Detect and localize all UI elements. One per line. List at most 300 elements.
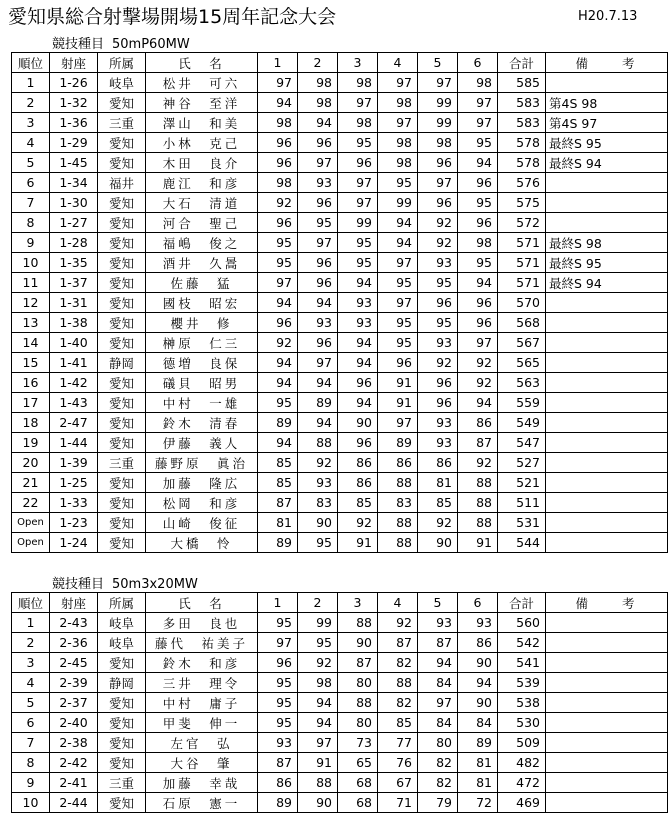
lane-cell: 1-28	[50, 233, 98, 253]
series-4-cell: 86	[378, 453, 418, 473]
rank-cell: 2	[12, 633, 50, 653]
lane-cell: 1-33	[50, 493, 98, 513]
remarks-cell	[546, 433, 668, 453]
series-5-cell: 96	[418, 193, 458, 213]
series-1-cell: 94	[258, 433, 298, 453]
series-4-cell: 83	[378, 493, 418, 513]
table-row	[12, 513, 668, 533]
series-5-cell: 84	[418, 713, 458, 733]
series-3-cell: 93	[338, 293, 378, 313]
affiliation-cell: 愛知	[98, 133, 146, 153]
series-3-cell: 92	[338, 513, 378, 533]
table-header-row	[12, 593, 668, 613]
name-header: 氏 名	[146, 53, 258, 73]
affiliation-header: 所属	[98, 53, 146, 73]
series-2-cell: 96	[298, 333, 338, 353]
series-6-cell: 81	[458, 773, 498, 793]
rank-header: 順位	[12, 593, 50, 613]
series-5-header: 5	[418, 53, 458, 73]
series-6-cell: 95	[458, 253, 498, 273]
series-5-cell: 98	[418, 133, 458, 153]
rank-cell: 20	[12, 453, 50, 473]
series-5-cell: 97	[418, 693, 458, 713]
series-6-cell: 94	[458, 393, 498, 413]
total-cell: 482	[498, 753, 546, 773]
series-1-cell: 89	[258, 533, 298, 553]
series-5-cell: 92	[418, 513, 458, 533]
series-2-cell: 97	[298, 233, 338, 253]
name-cell: 中村 庸子	[146, 693, 258, 713]
name-cell: 小林 克己	[146, 133, 258, 153]
name-cell: 澤山 和美	[146, 113, 258, 133]
affiliation-cell: 福井	[98, 173, 146, 193]
series-6-cell: 97	[458, 93, 498, 113]
remarks-cell: 最終S 94	[546, 273, 668, 293]
series-1-cell: 85	[258, 453, 298, 473]
affiliation-cell: 愛知	[98, 313, 146, 333]
series-2-cell: 97	[298, 353, 338, 373]
series-1-header: 1	[258, 53, 298, 73]
series-1-cell: 95	[258, 393, 298, 413]
series-6-cell: 90	[458, 693, 498, 713]
series-4-cell: 76	[378, 753, 418, 773]
table-row	[12, 273, 668, 293]
remarks-cell	[546, 173, 668, 193]
affiliation-cell: 愛知	[98, 393, 146, 413]
series-1-cell: 95	[258, 673, 298, 693]
series-2-cell: 96	[298, 193, 338, 213]
series-6-cell: 94	[458, 673, 498, 693]
series-1-cell: 96	[258, 133, 298, 153]
series-1-cell: 97	[258, 273, 298, 293]
lane-cell: 2-36	[50, 633, 98, 653]
series-4-cell: 95	[378, 273, 418, 293]
total-cell: 527	[498, 453, 546, 473]
series-4-cell: 99	[378, 193, 418, 213]
lane-cell: 2-40	[50, 713, 98, 733]
total-cell: 521	[498, 473, 546, 493]
remarks-header: 備 考	[546, 593, 668, 613]
series-4-cell: 71	[378, 793, 418, 813]
series-2-cell: 94	[298, 293, 338, 313]
lane-cell: 1-29	[50, 133, 98, 153]
series-5-cell: 93	[418, 253, 458, 273]
series-5-cell: 97	[418, 173, 458, 193]
lane-cell: 2-41	[50, 773, 98, 793]
total-cell: 531	[498, 513, 546, 533]
table-row	[12, 193, 668, 213]
series-6-cell: 98	[458, 73, 498, 93]
series-1-cell: 95	[258, 233, 298, 253]
total-cell: 469	[498, 793, 546, 813]
series-4-cell: 67	[378, 773, 418, 793]
name-cell: 大橋 怜	[146, 533, 258, 553]
series-2-cell: 98	[298, 673, 338, 693]
name-header: 氏 名	[146, 593, 258, 613]
name-cell: 國枝 昭宏	[146, 293, 258, 313]
rank-cell: 4	[12, 673, 50, 693]
affiliation-cell: 静岡	[98, 353, 146, 373]
rank-cell: 1	[12, 613, 50, 633]
table-row	[12, 613, 668, 633]
series-3-cell: 88	[338, 613, 378, 633]
remarks-cell	[546, 773, 668, 793]
series-6-cell: 97	[458, 113, 498, 133]
total-cell: 571	[498, 273, 546, 293]
series-6-header: 6	[458, 593, 498, 613]
total-cell: 575	[498, 193, 546, 213]
event-date: H20.7.13	[578, 9, 638, 24]
series-6-cell: 84	[458, 713, 498, 733]
lane-cell: 1-44	[50, 433, 98, 453]
series-3-header: 3	[338, 53, 378, 73]
name-cell: 加藤 隆広	[146, 473, 258, 493]
series-4-header: 4	[378, 53, 418, 73]
lane-cell: 1-32	[50, 93, 98, 113]
series-3-cell: 98	[338, 73, 378, 93]
series-5-cell: 97	[418, 73, 458, 93]
rank-cell: 7	[12, 733, 50, 753]
lane-cell: 2-43	[50, 613, 98, 633]
name-cell: 酒井 久暠	[146, 253, 258, 273]
affiliation-cell: 愛知	[98, 693, 146, 713]
series-5-cell: 81	[418, 473, 458, 493]
total-cell: 549	[498, 413, 546, 433]
rank-cell: Open	[12, 513, 50, 533]
name-cell: 德増 良保	[146, 353, 258, 373]
series-6-cell: 90	[458, 653, 498, 673]
rank-cell: 17	[12, 393, 50, 413]
rank-cell: 3	[12, 113, 50, 133]
table-row	[12, 633, 668, 653]
remarks-cell	[546, 753, 668, 773]
total-cell: 570	[498, 293, 546, 313]
series-2-cell: 94	[298, 373, 338, 393]
lane-cell: 1-23	[50, 513, 98, 533]
results-table-2	[11, 592, 668, 813]
name-cell: 大石 清道	[146, 193, 258, 213]
series-5-cell: 84	[418, 673, 458, 693]
total-cell: 563	[498, 373, 546, 393]
series-5-cell: 93	[418, 333, 458, 353]
series-6-cell: 88	[458, 513, 498, 533]
total-cell: 585	[498, 73, 546, 93]
affiliation-cell: 愛知	[98, 793, 146, 813]
rank-cell: Open	[12, 533, 50, 553]
series-4-cell: 98	[378, 93, 418, 113]
total-cell: 541	[498, 653, 546, 673]
remarks-cell	[546, 733, 668, 753]
name-cell: 佐藤 猛	[146, 273, 258, 293]
name-cell: 福嶋 俊之	[146, 233, 258, 253]
total-cell: 583	[498, 93, 546, 113]
series-3-cell: 96	[338, 153, 378, 173]
table-row	[12, 213, 668, 233]
name-cell: 藤代 祐美子	[146, 633, 258, 653]
affiliation-cell: 岐阜	[98, 613, 146, 633]
series-1-cell: 94	[258, 293, 298, 313]
rank-cell: 10	[12, 793, 50, 813]
total-cell: 571	[498, 253, 546, 273]
series-2-cell: 94	[298, 693, 338, 713]
remarks-cell	[546, 633, 668, 653]
series-3-cell: 97	[338, 173, 378, 193]
affiliation-cell: 愛知	[98, 493, 146, 513]
series-3-cell: 85	[338, 493, 378, 513]
series-1-cell: 89	[258, 413, 298, 433]
series-5-cell: 99	[418, 113, 458, 133]
table-row	[12, 473, 668, 493]
series-2-cell: 97	[298, 733, 338, 753]
table-row	[12, 453, 668, 473]
series-5-cell: 92	[418, 353, 458, 373]
rank-header: 順位	[12, 53, 50, 73]
series-6-cell: 92	[458, 453, 498, 473]
lane-header: 射座	[50, 593, 98, 613]
series-3-cell: 97	[338, 193, 378, 213]
affiliation-cell: 愛知	[98, 533, 146, 553]
series-4-cell: 88	[378, 513, 418, 533]
total-cell: 472	[498, 773, 546, 793]
series-4-cell: 89	[378, 433, 418, 453]
series-5-cell: 95	[418, 273, 458, 293]
series-2-cell: 98	[298, 93, 338, 113]
rank-cell: 19	[12, 433, 50, 453]
table-row	[12, 773, 668, 793]
series-4-cell: 77	[378, 733, 418, 753]
series-3-cell: 80	[338, 713, 378, 733]
series-1-cell: 96	[258, 653, 298, 673]
event-heading-2	[52, 573, 198, 592]
table-row	[12, 733, 668, 753]
affiliation-cell: 愛知	[98, 213, 146, 233]
affiliation-cell: 愛知	[98, 93, 146, 113]
series-2-header: 2	[298, 53, 338, 73]
rank-cell: 1	[12, 73, 50, 93]
series-2-cell: 93	[298, 313, 338, 333]
name-cell: 中村 一雄	[146, 393, 258, 413]
series-2-cell: 94	[298, 713, 338, 733]
results-table-1	[11, 52, 668, 553]
affiliation-cell: 愛知	[98, 193, 146, 213]
series-2-cell: 88	[298, 773, 338, 793]
series-1-cell: 92	[258, 333, 298, 353]
table-row	[12, 693, 668, 713]
total-cell: 583	[498, 113, 546, 133]
table-row	[12, 393, 668, 413]
rank-cell: 5	[12, 693, 50, 713]
series-3-cell: 68	[338, 773, 378, 793]
remarks-cell	[546, 193, 668, 213]
remarks-cell	[546, 73, 668, 93]
remarks-cell: 最終S 94	[546, 153, 668, 173]
series-4-cell: 82	[378, 653, 418, 673]
affiliation-cell: 愛知	[98, 753, 146, 773]
remarks-cell	[546, 413, 668, 433]
series-2-cell: 97	[298, 153, 338, 173]
affiliation-cell: 愛知	[98, 253, 146, 273]
series-2-cell: 93	[298, 473, 338, 493]
series-4-cell: 97	[378, 73, 418, 93]
lane-cell: 1-40	[50, 333, 98, 353]
remarks-cell: 最終S 95	[546, 253, 668, 273]
series-6-header: 6	[458, 53, 498, 73]
event-name: 50mP60MW	[112, 37, 190, 52]
affiliation-cell: 愛知	[98, 373, 146, 393]
name-cell: 榊原 仁三	[146, 333, 258, 353]
total-header: 合計	[498, 593, 546, 613]
rank-cell: 13	[12, 313, 50, 333]
lane-cell: 2-47	[50, 413, 98, 433]
rank-cell: 8	[12, 753, 50, 773]
total-cell: 539	[498, 673, 546, 693]
series-6-cell: 88	[458, 493, 498, 513]
series-5-cell: 86	[418, 453, 458, 473]
name-cell: 多田 良也	[146, 613, 258, 633]
lane-cell: 1-39	[50, 453, 98, 473]
name-cell: 左官 弘	[146, 733, 258, 753]
remarks-cell	[546, 793, 668, 813]
series-6-cell: 96	[458, 213, 498, 233]
series-1-cell: 97	[258, 633, 298, 653]
series-3-cell: 91	[338, 533, 378, 553]
remarks-cell	[546, 353, 668, 373]
series-3-cell: 88	[338, 693, 378, 713]
series-4-cell: 82	[378, 693, 418, 713]
affiliation-cell: 岐阜	[98, 73, 146, 93]
table-header-row	[12, 53, 668, 73]
series-4-cell: 97	[378, 413, 418, 433]
series-6-cell: 97	[458, 333, 498, 353]
name-cell: 松岡 和彦	[146, 493, 258, 513]
series-2-header: 2	[298, 593, 338, 613]
series-4-cell: 98	[378, 133, 418, 153]
table-row	[12, 73, 668, 93]
remarks-cell	[546, 453, 668, 473]
total-cell: 509	[498, 733, 546, 753]
series-4-cell: 88	[378, 673, 418, 693]
name-cell: 礒貝 昭男	[146, 373, 258, 393]
event-name: 50m3x20MW	[112, 577, 198, 592]
rank-cell: 9	[12, 233, 50, 253]
remarks-cell	[546, 513, 668, 533]
series-6-cell: 93	[458, 613, 498, 633]
series-2-cell: 96	[298, 133, 338, 153]
series-1-cell: 94	[258, 373, 298, 393]
series-4-cell: 87	[378, 633, 418, 653]
series-5-cell: 87	[418, 633, 458, 653]
total-cell: 538	[498, 693, 546, 713]
series-5-cell: 82	[418, 773, 458, 793]
series-3-cell: 90	[338, 633, 378, 653]
series-1-cell: 92	[258, 193, 298, 213]
remarks-cell	[546, 393, 668, 413]
series-1-cell: 95	[258, 613, 298, 633]
rank-cell: 10	[12, 253, 50, 273]
remarks-header: 備 考	[546, 53, 668, 73]
total-cell: 530	[498, 713, 546, 733]
affiliation-cell: 愛知	[98, 273, 146, 293]
series-3-cell: 95	[338, 233, 378, 253]
table-row	[12, 493, 668, 513]
series-2-cell: 90	[298, 793, 338, 813]
series-1-cell: 95	[258, 253, 298, 273]
lane-cell: 1-30	[50, 193, 98, 213]
series-3-cell: 86	[338, 473, 378, 493]
name-cell: 山崎 俊征	[146, 513, 258, 533]
series-6-cell: 72	[458, 793, 498, 813]
series-1-cell: 96	[258, 153, 298, 173]
affiliation-cell: 三重	[98, 113, 146, 133]
series-4-cell: 85	[378, 713, 418, 733]
series-3-cell: 94	[338, 393, 378, 413]
series-3-cell: 80	[338, 673, 378, 693]
series-5-cell: 93	[418, 433, 458, 453]
series-5-cell: 79	[418, 793, 458, 813]
total-header: 合計	[498, 53, 546, 73]
series-6-cell: 96	[458, 293, 498, 313]
series-5-cell: 92	[418, 233, 458, 253]
table-row	[12, 653, 668, 673]
lane-cell: 2-39	[50, 673, 98, 693]
affiliation-header: 所属	[98, 593, 146, 613]
series-5-cell: 96	[418, 373, 458, 393]
page-title: 愛知県総合射撃場開場15周年記念大会	[8, 6, 337, 28]
series-1-cell: 81	[258, 513, 298, 533]
lane-cell: 2-37	[50, 693, 98, 713]
series-2-cell: 94	[298, 413, 338, 433]
affiliation-cell: 三重	[98, 453, 146, 473]
rank-cell: 8	[12, 213, 50, 233]
series-5-cell: 96	[418, 153, 458, 173]
series-3-cell: 96	[338, 433, 378, 453]
series-6-cell: 96	[458, 173, 498, 193]
remarks-cell	[546, 213, 668, 233]
lane-cell: 1-38	[50, 313, 98, 333]
series-5-cell: 92	[418, 213, 458, 233]
table-row	[12, 673, 668, 693]
series-3-cell: 95	[338, 253, 378, 273]
rank-cell: 18	[12, 413, 50, 433]
series-2-cell: 92	[298, 453, 338, 473]
series-5-cell: 99	[418, 93, 458, 113]
remarks-cell	[546, 653, 668, 673]
table-row	[12, 93, 668, 113]
series-1-cell: 87	[258, 493, 298, 513]
series-4-cell: 94	[378, 233, 418, 253]
total-cell: 559	[498, 393, 546, 413]
lane-cell: 1-41	[50, 353, 98, 373]
name-cell: 神谷 至洋	[146, 93, 258, 113]
series-3-cell: 98	[338, 113, 378, 133]
series-1-cell: 85	[258, 473, 298, 493]
series-1-cell: 98	[258, 113, 298, 133]
affiliation-cell: 愛知	[98, 733, 146, 753]
affiliation-cell: 愛知	[98, 333, 146, 353]
series-2-cell: 90	[298, 513, 338, 533]
lane-cell: 1-25	[50, 473, 98, 493]
event-label: 競技種目	[52, 37, 105, 52]
series-5-header: 5	[418, 593, 458, 613]
total-cell: 544	[498, 533, 546, 553]
series-2-cell: 92	[298, 653, 338, 673]
series-3-cell: 73	[338, 733, 378, 753]
series-5-cell: 85	[418, 493, 458, 513]
series-1-header: 1	[258, 593, 298, 613]
lane-cell: 1-37	[50, 273, 98, 293]
series-4-cell: 97	[378, 113, 418, 133]
series-2-cell: 88	[298, 433, 338, 453]
